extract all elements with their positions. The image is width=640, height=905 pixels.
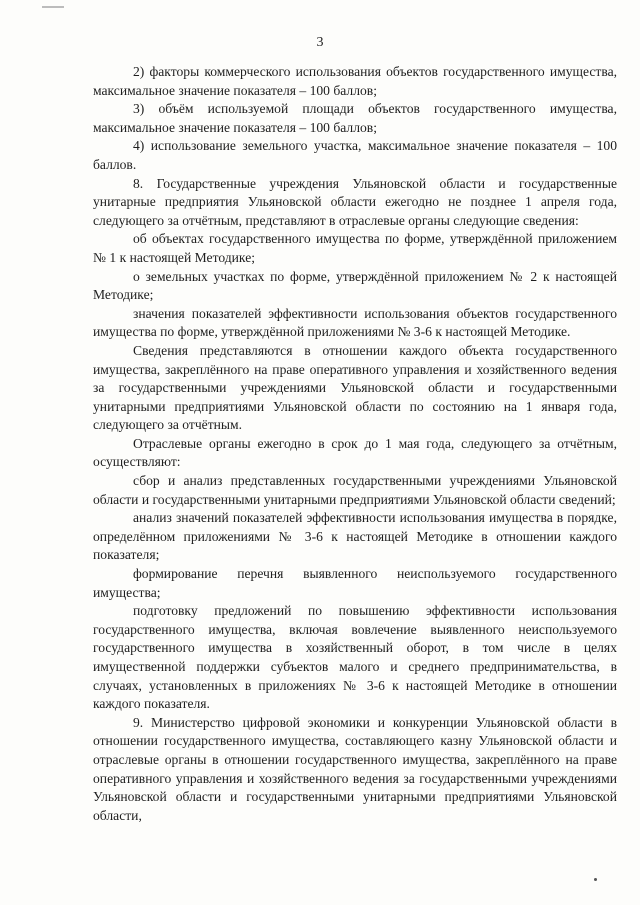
scan-artifact-mark xyxy=(42,6,64,8)
paragraph-item-3: 3) объём используемой площади объектов государственного имущества, максимальное значение показателя – 100 баллов; xyxy=(93,101,617,135)
paragraph-clause-9: 9. Министерство цифровой экономики и конкуренции Ульяновской области в отношении государственного имущества, составляющего казну Ульяновской области и отраслевые органы в отношении государственного имущества, закреплённого на праве оперативного управления и хозяйственного ведения за государственными учреждениями Ульяновской области и государственными унитарными предприятиями Ульяновской области, xyxy=(93,714,617,823)
paragraph-clause-8: 8. Государственные учреждения Ульяновской области и государственные унитарные предприятия Ульяновской области ежегодно не позднее 1 апреля года, следующего за отчётным, представляют в отраслевые органы следующие сведения: xyxy=(93,175,617,228)
paragraph-unused-list: формирование перечня выявленного неиспользуемого государственного имущества; xyxy=(93,566,617,600)
paragraph-item-2: 2) факторы коммерческого использования объектов государственного имущества, максимальное значение показателя – 100 баллов; xyxy=(93,64,617,98)
paragraph-form-1: об объектах государственного имущества по форме, утверждённой приложением № 1 к настоящей Методике; xyxy=(93,231,617,265)
scan-artifact-dot xyxy=(594,878,597,881)
paragraph-proposals: подготовку предложений по повышению эффективности использования государственного имущества, включая вовлечение выявленного неиспользуемого государственного имущества в хозяйственный оборот, в том числе в целях имущественной поддержки субъектов малого и среднего предпринимательства, в случаях, установленных в приложениях № 3-6 к настоящей Методике в отношении каждого показателя. xyxy=(93,603,617,712)
paragraph-scope: Сведения представляются в отношении каждого объекта государственного имущества, закреплённого на праве оперативного управления и хозяйственного ведения за государственными учреждениями Ульяновской области и государственными унитарными предприятиями Ульяновской области по состоянию на 1 января года, следующего за отчётным. xyxy=(93,342,617,433)
paragraph-forms-3-6: значения показателей эффективности использования объектов государственного имущества по форме, утверждённой приложениями № 3-6 к настоящей Методике. xyxy=(93,305,617,340)
paragraph-item-4: 4) использование земельного участка, максимальное значение показателя – 100 баллов. xyxy=(93,138,617,172)
paragraph-collection: сбор и анализ представленных государственными учреждениями Ульяновской области и государственными унитарными предприятиями Ульяновской области сведений; xyxy=(93,473,617,507)
paragraph-sectoral-bodies: Отраслевые органы ежегодно в срок до 1 мая года, следующего за отчётным, осуществляют: xyxy=(93,435,617,470)
paragraph-form-2: о земельных участках по форме, утверждённой приложением № 2 к настоящей Методике; xyxy=(93,268,617,303)
paragraph-analysis: анализ значений показателей эффективности использования имущества в порядке, определённом приложениями № 3-6 к настоящей Методике в отношении каждого показателя; xyxy=(93,510,617,563)
document-body xyxy=(93,63,617,825)
page-number: 3 xyxy=(316,35,324,50)
